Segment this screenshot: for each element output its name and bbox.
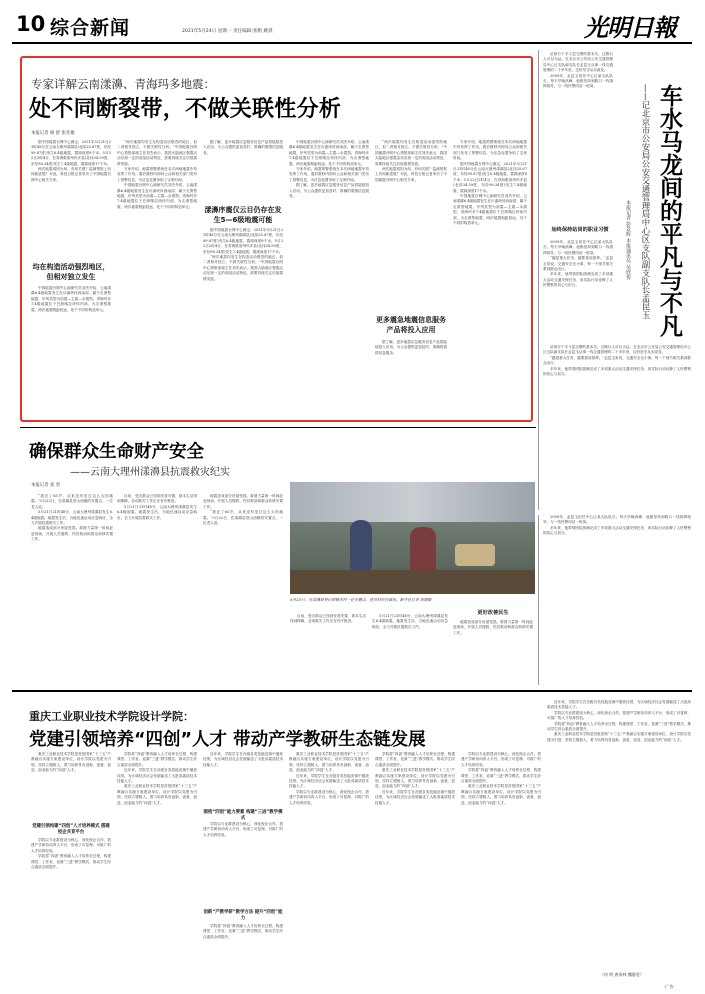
article1-byline: 本报记者 杨 舒 张亚雄 xyxy=(31,131,75,136)
paragraph: “我还了65岁，从来没有见过这么大的地震。”5月22日，在漾濞县苍山西镇的安置点，一位老人说。 xyxy=(203,510,283,526)
article3-col3c xyxy=(203,924,283,988)
section-title: 综合新闻 xyxy=(50,17,131,39)
article3-subhead-1: 党建引领构建“四创”人才培养模式 搭建校企共育平台 xyxy=(32,824,110,835)
paragraph: 地震造成部分房屋受损。救援力量第一时间赶赴现场，开展人员搜救、伤员救治和群众转移安置工作。 xyxy=(31,526,113,542)
ad-mark: ·广告· xyxy=(664,984,675,989)
article1-col2 xyxy=(117,140,197,410)
paragraph: 重庆工业职业技术学院是首批国家“十三五”产教融合实施方案建设单位，设计学院以党建为引领，坚持立德树人，着力培养具有创新、创意、创造、创业能力的“四创”人才。 xyxy=(375,768,455,789)
cooking-pot xyxy=(455,544,495,566)
article1-col4 xyxy=(289,140,369,410)
paragraph: 5月21日21时48分，云南大理州漾濞县发生6.4级地震。地震发生后，当地迅速启动应急响应，全力开展抗震救灾工作。 xyxy=(372,614,448,629)
paragraph: “两次地震均发生在构造活动强烈的地区，但二者相对独立，不做关联性分析。”中国地震台网中心预报部副主任刘杰表示，我国大陆地区强震活动呈现一定的成组活动特征，需要持续关注后续震情发展。 xyxy=(375,140,447,166)
paragraph: 近年来，学院学生在各级各类技能竞赛中屡获佳绩，为区域经济社会发展输送了大批高素质技术技能人才。 xyxy=(117,768,197,784)
right-feature-subtitle: ——记北京市公安局公安交通管理局中心区支队副支队长孟昆玉 xyxy=(641,84,651,319)
article3-col1b xyxy=(31,838,111,988)
paragraph: “我还了65岁，从来没有见过这么大的地震。”5月22日，在漾濞县苍山西镇的安置点，一位老人说。 xyxy=(31,494,113,509)
article3-col3b xyxy=(203,822,283,908)
paragraph: “两次地震均发生在构造活动强烈的地区，但二者相对独立，不做关联性分析。”中国地震台网中心预报部副主任刘杰表示，我国大陆地区强震活动呈现一定的成组活动特征，需要持续关注后续震情发展。 xyxy=(117,140,197,166)
article1-col6 xyxy=(453,140,527,410)
paragraph: 5月21日21时48分，云南大理州漾濞县发生6.4级地震。地震发生后，当地迅速启动应急响应，全力开展抗震救灾工作。 xyxy=(117,504,197,520)
article3-signature: （何 明 唐泰林 魏静雯） xyxy=(600,972,644,977)
article3-col5 xyxy=(375,752,455,988)
article2-col6 xyxy=(453,620,533,684)
paragraph: 专家介绍，地震预警系统在本次两地地震中均发挥了作用，震后数秒内即向公众和相关部门发布了预警信息，为应急处置争取了宝贵时间。 xyxy=(453,140,527,161)
paragraph: 学院以专业群建设为核心，深化校企合作，搭建产学研协同育人平台，形成了可复制、可推广的人才培养经验。 xyxy=(289,789,369,805)
article1-col1b xyxy=(31,286,111,410)
paragraph: 据了解，更多地震应急服务信息产品将陆续投入应用，为公众提供更加及时、准确的震情信息服务。 xyxy=(289,183,369,199)
right-feature-lower xyxy=(543,345,691,510)
article1-subhead-2: 漾濞序震仅云目仍存在发生5—6级地震可能 xyxy=(204,206,282,224)
right-feature-col-lower xyxy=(543,515,691,685)
paragraph: 重庆工业职业技术学院是首批国家“十三五”产教融合实施方案建设单位，设计学院以党建为引领，坚持立德树人，着力培养具有创新、创意、创造、创业能力的“四创”人才。 xyxy=(461,784,541,805)
article2-top-rule xyxy=(20,427,536,428)
article1-subhead-1: 均在构造活动强烈地区，但相对独立发生 xyxy=(32,263,110,281)
article3-col4 xyxy=(289,752,369,988)
right-column-divider xyxy=(538,50,539,510)
paragraph: 学院将“四创”教育融入人才培养全过程，构建课堂、工作室、竞赛“三进”教学模式，推动学生综合素质全面提升。 xyxy=(117,752,197,767)
article1-col5 xyxy=(375,140,447,312)
article1-col3b xyxy=(203,228,283,410)
article3-top-rule xyxy=(12,690,692,692)
paragraph: 据中国地震台网中心测定，2021年5月21日21时48分在云南大理州漾濞县(北纬25.67度，东经99.87度)发生6.4级地震，震源深度8千米；5月22日2时4分，在青海果洛州玛多县(北纬34.59度，东经98.34度)发生7.4级地震，震源深度17千米。 xyxy=(453,161,527,193)
article2-photo xyxy=(290,482,535,594)
paragraph: 学院将“四创”教育融入人才培养全过程，构建课堂、工作室、竞赛“三进”教学模式，推动学生综合素质全面提升。 xyxy=(31,854,111,870)
article2-col1 xyxy=(31,494,113,684)
article2-col3 xyxy=(203,494,283,684)
paragraph: 重庆工业职业技术学院是首批国家“十三五”产教融合实施方案建设单位，设计学院以党建为引领，坚持立德树人，着力培养具有创新、创意、创造、创业能力的“四创”人才。 xyxy=(289,752,369,773)
article3-col6 xyxy=(461,752,541,988)
date-line: 2021年5月24日 星期一 责任编辑:张帆 姚晨 xyxy=(182,29,273,34)
paragraph: 多年来，他带领团队圆满完成了多项重大活动交通安保任务，用实际行动诠释了人民警察的初心与担当。 xyxy=(543,272,613,288)
person-figure xyxy=(410,527,436,575)
article1-kicker: 专家详解云南漾濞、青海玛多地震： xyxy=(31,77,215,91)
paragraph: 学院将“四创”教育融入人才培养全过程，构建课堂、工作室、竞赛“三进”教学模式，推动学生综合素质全面提升。 xyxy=(375,752,455,767)
paragraph: 两次地震成因为何，有何关联？监测预报上有何新进展？对此，科技日报记者采访了中国地震台网中心相关专家。 xyxy=(375,167,447,182)
article3-subhead-2: 围绕“四创”能力要素 构建“三进”教学模式 xyxy=(203,810,283,821)
paragraph: 专家介绍，地震预警系统在本次两地地震中均发挥了作用，震后数秒内即向公众和相关部门发布了预警信息，为应急处置争取了宝贵时间。 xyxy=(289,167,369,182)
masthead-logo: 光明日報 xyxy=(584,13,676,42)
right-lower-divider xyxy=(538,515,539,685)
paragraph: 2009年，孟昆玉担任中心区某大队队长。每天早晚高峰，他都坚持到路口一线指挥疏导，与一线民警同站一班岗。 xyxy=(543,240,613,255)
paragraph: “越是重大任务，越要靠前指挥。”孟昆玉常说，交通安全无小事，每一个细节都关系到群众出行。 xyxy=(543,256,613,272)
article3-col1 xyxy=(31,752,111,822)
paragraph: “两次地震均发生在构造活动强烈的地区，但二者相对独立，不做关联性分析。”中国地震台网中心预报部副主任刘杰表示，我国大陆地区强震活动呈现一定的成组活动特征，需要持续关注后续震情发展。 xyxy=(203,255,283,281)
paragraph: 专家介绍，地震预警系统在本次两地地震中均发挥了作用，震后数秒内即向公众和相关部门发布了预警信息，为应急处置争取了宝贵时间。 xyxy=(117,167,197,182)
article3-col7 xyxy=(547,700,691,970)
article2-subhead: 更好改善民生 xyxy=(477,610,509,616)
paragraph: 据中国地震台网中心测定，2021年5月21日21时48分在云南大理州漾濞县(北纬25.67度，东经99.87度)发生6.4级地震，震源深度8千米；5月22日2时4分，在青海果洛州玛多县(北纬34.59度，东经98.34度)发生7.4级地震，震源深度17千米。 xyxy=(203,228,283,254)
paragraph: 学院以专业群建设为核心，深化校企合作，搭建产学研协同育人平台，形成了可复制、可推广的人才培养经验。 xyxy=(31,838,111,853)
article3-col2 xyxy=(117,752,197,988)
right-feature-byline: 本报记者 彭景晖 本报通讯员 吴欣悦 xyxy=(625,200,631,280)
paragraph: 学院将“四创”教育融入人才培养全过程，构建课堂、工作室、竞赛“三进”教学模式，推动学生综合素质全面提升。 xyxy=(203,924,283,939)
article1-col1 xyxy=(31,140,111,260)
paragraph: 学院以专业群建设为核心，深化校企合作，搭建产学研协同育人平台，形成了可复制、可推广的人才培养经验。 xyxy=(547,710,691,721)
paragraph: 2009年，孟昆玉担任中心区某大队队长。每天早晚高峰，他都坚持到路口一线指挥疏导，与一线民警同站一班岗。 xyxy=(543,515,691,525)
paragraph: 学院将“四创”教育融入人才培养全过程，构建课堂、工作室、竞赛“三进”教学模式，推动学生综合素质全面提升。 xyxy=(461,768,541,784)
page-header xyxy=(12,8,692,42)
paragraph: 重庆工业职业技术学院是首批国家“十三五”产教融合实施方案建设单位，设计学院以党建为引领，坚持立德树人，着力培养具有创新、创意、创造、创业能力的“四创”人才。 xyxy=(117,784,197,805)
article1-headline: 处不同断裂带，不做关联性分析 xyxy=(29,97,342,122)
table-surface xyxy=(290,570,535,594)
article3-kicker: 重庆工业职业技术学院设计学院： xyxy=(29,710,194,723)
paragraph: 站岗行于孚斗昆交警的基本功，过路行人可以为证。在北京市公安局公安交通管理局中心区支队副支队长孟昆玉从事一线交通管理的二十多年里，这份坚守从未改变。 xyxy=(543,52,613,73)
paragraph: 据了解，更多地震应急服务信息产品将陆续投入应用，为公众提供更加及时、准确的震情信息服务。 xyxy=(375,340,447,355)
article2-byline: 本报记者 张 勇 xyxy=(31,483,61,488)
paragraph: 重庆工业职业技术学院是首批国家“十三五”产教融合实施方案建设单位，设计学院以党建为引领，坚持立德树人，着力培养具有创新、创意、创造、创业能力的“四创”人才。 xyxy=(547,732,691,742)
article2-photo-caption: 5月23日，在漾濞县苍山西镇务村一处安置点，党员村民在做饭。新华社记者 胡超摄 xyxy=(290,597,432,602)
article2-col5 xyxy=(372,614,448,684)
article1-subhead-3: 更多震急地震信息服务产品将投入应用 xyxy=(376,316,446,334)
page-number: 10 xyxy=(16,12,46,36)
article2-headline: 确保群众生命财产安全 xyxy=(29,442,204,462)
paragraph: 5月21日21时48分，云南大理州漾濞县发生6.4级地震。地震发生后，当地迅速启动应急响应，全力开展抗震救灾工作。 xyxy=(31,510,113,526)
article3-headline: 党建引领培养“四创”人才 带动产学教研生态链发展 xyxy=(29,730,426,750)
article3-subhead-3: 创新“产教学研”教学方法 提升“四创”能力 xyxy=(203,910,283,921)
article1-col3 xyxy=(203,140,283,202)
paragraph: 近年来，学院学生在各级各类技能竞赛中屡获佳绩，为区域经济社会发展输送了大批高素质技术技能人才。 xyxy=(203,752,283,767)
article1-col5b xyxy=(375,340,447,410)
tent-shape xyxy=(290,482,535,522)
paragraph: 中国地震台网中心副研究员刘杰介绍，云南漾濞6.4级地震发生在川滇块体西南部，属于走滑型地震，序列类型为前震—主震—余震型。青海玛多7.4级地震位于巴颜喀拉块体内部，为走滑型地震，两次地震相距较远，处于不同的构造单元。 xyxy=(117,183,197,209)
paragraph: 中国地震台网中心副研究员刘杰介绍，云南漾濞6.4级地震发生在川滇块体西南部，属于走滑型地震，序列类型为前震—主震—余震型。青海玛多7.4级地震位于巴颜喀拉块体内部，为走滑型地震，两次地震相距较远，处于不同的构造单元。 xyxy=(289,140,369,166)
paragraph: 近年来，学院学生在各级各类技能竞赛中屡获佳绩，为区域经济社会发展输送了大批高素质技术技能人才。 xyxy=(289,773,369,789)
paragraph: 多年来，他带领团队圆满完成了多项重大活动交通安保任务，用实际行动诠释了人民警察的初心与担当。 xyxy=(543,525,691,536)
paragraph: 2009年，孟昆玉担任中心区某大队队长。每天早晚高峰，他都坚持到路口一线指挥疏导，与一线民警同站一班岗。 xyxy=(543,73,613,89)
article2-subtitle: ——云南大理州漾濞县抗震救灾纪实 xyxy=(70,467,230,478)
header-rule xyxy=(12,42,692,44)
paragraph: 据中国地震台网中心测定，2021年5月21日21时48分在云南大理州漾濞县(北纬25.67度，东经99.87度)发生6.4级地震，震源深度8千米；5月22日2时4分，在青海果洛州玛多县(北纬34.59度，东经98.34度)发生7.4级地震，震源深度17千米。 xyxy=(31,140,111,166)
paragraph: 中国地震台网中心副研究员刘杰介绍，云南漾濞6.4级地震发生在川滇块体西南部，属于走滑型地震，序列类型为前震—主震—余震型。青海玛多7.4级地震位于巴颜喀拉块体内部，为走滑型地震，两次地震相距较远，处于不同的构造单元。 xyxy=(31,286,111,312)
paragraph: 站岗行于孚斗昆交警的基本功，过路行人可以为证。在北京市公安局公安交通管理局中心区支队副支队长孟昆玉从事一线交通管理的二十多年里，这份坚守从未改变。 xyxy=(543,345,691,355)
paragraph: 地震造成部分房屋受损。救援力量第一时间赶赴现场，开展人员搜救、伤员救治和群众转移安置工作。 xyxy=(453,620,533,635)
paragraph: 学院以专业群建设为核心，深化校企合作，搭建产学研协同育人平台，形成了可复制、可推广的人才培养经验。 xyxy=(461,752,541,767)
article3-col3 xyxy=(203,752,283,808)
paragraph: 据了解，更多地震应急服务信息产品将陆续投入应用，为公众提供更加及时、准确的震情信息服务。 xyxy=(203,140,283,155)
right-feature-headline: 车水马龙间的平凡与不凡 xyxy=(656,84,682,337)
paragraph: 目前，受灾群众已得到妥善安置，基本生活得到保障，各项救灾工作正在有序推进。 xyxy=(117,494,197,504)
right-feature-subhead: 始终保持站岗的职业习惯 xyxy=(551,227,609,233)
article2-col4 xyxy=(290,614,366,684)
article2-col2 xyxy=(117,494,197,684)
paragraph: 近年来，学院学生在各级各类技能竞赛中屡获佳绩，为区域经济社会发展输送了大批高素质技术技能人才。 xyxy=(547,700,691,710)
paragraph: 中国地震台网中心副研究员刘杰介绍，云南漾濞6.4级地震发生在川滇块体西南部，属于走滑型地震，序列类型为前震—主震—余震型。青海玛多7.4级地震位于巴颜喀拉块体内部，为走滑型地震，两次地震相距较远，处于不同的构造单元。 xyxy=(453,194,527,226)
right-feature-intro xyxy=(543,52,613,170)
paragraph: 近年来，学院学生在各级各类技能竞赛中屡获佳绩，为区域经济社会发展输送了大批高素质技术技能人才。 xyxy=(375,789,455,805)
paragraph: 学院将“四创”教育融入人才培养全过程，构建课堂、工作室、竞赛“三进”教学模式，推动学生综合素质全面提升。 xyxy=(547,721,691,732)
paragraph: 目前，受灾群众已得到妥善安置，基本生活得到保障，各项救灾工作正在有序推进。 xyxy=(290,614,366,624)
paragraph: 地震造成部分房屋受损。救援力量第一时间赶赴现场，开展人员搜救、伤员救治和群众转移安置工作。 xyxy=(203,494,283,509)
paragraph: 重庆工业职业技术学院是首批国家“十三五”产教融合实施方案建设单位，设计学院以党建为引领，坚持立德树人，着力培养具有创新、创意、创造、创业能力的“四创”人才。 xyxy=(31,752,111,773)
paragraph: “越是重大任务，越要靠前指挥。”孟昆玉常说，交通安全无小事，每一个细节都关系到群众出行。 xyxy=(543,355,691,366)
paragraph: 学院以专业群建设为核心，深化校企合作，搭建产学研协同育人平台，形成了可复制、可推广的人才培养经验。 xyxy=(203,822,283,837)
paragraph: 两次地震成因为何，有何关联？监测预报上有何新进展？对此，科技日报记者采访了中国地震台网中心相关专家。 xyxy=(31,167,111,182)
paragraph: 多年来，他带领团队圆满完成了多项重大活动交通安保任务，用实际行动诠释了人民警察的初心与担当。 xyxy=(543,366,691,377)
person-figure xyxy=(350,520,372,570)
